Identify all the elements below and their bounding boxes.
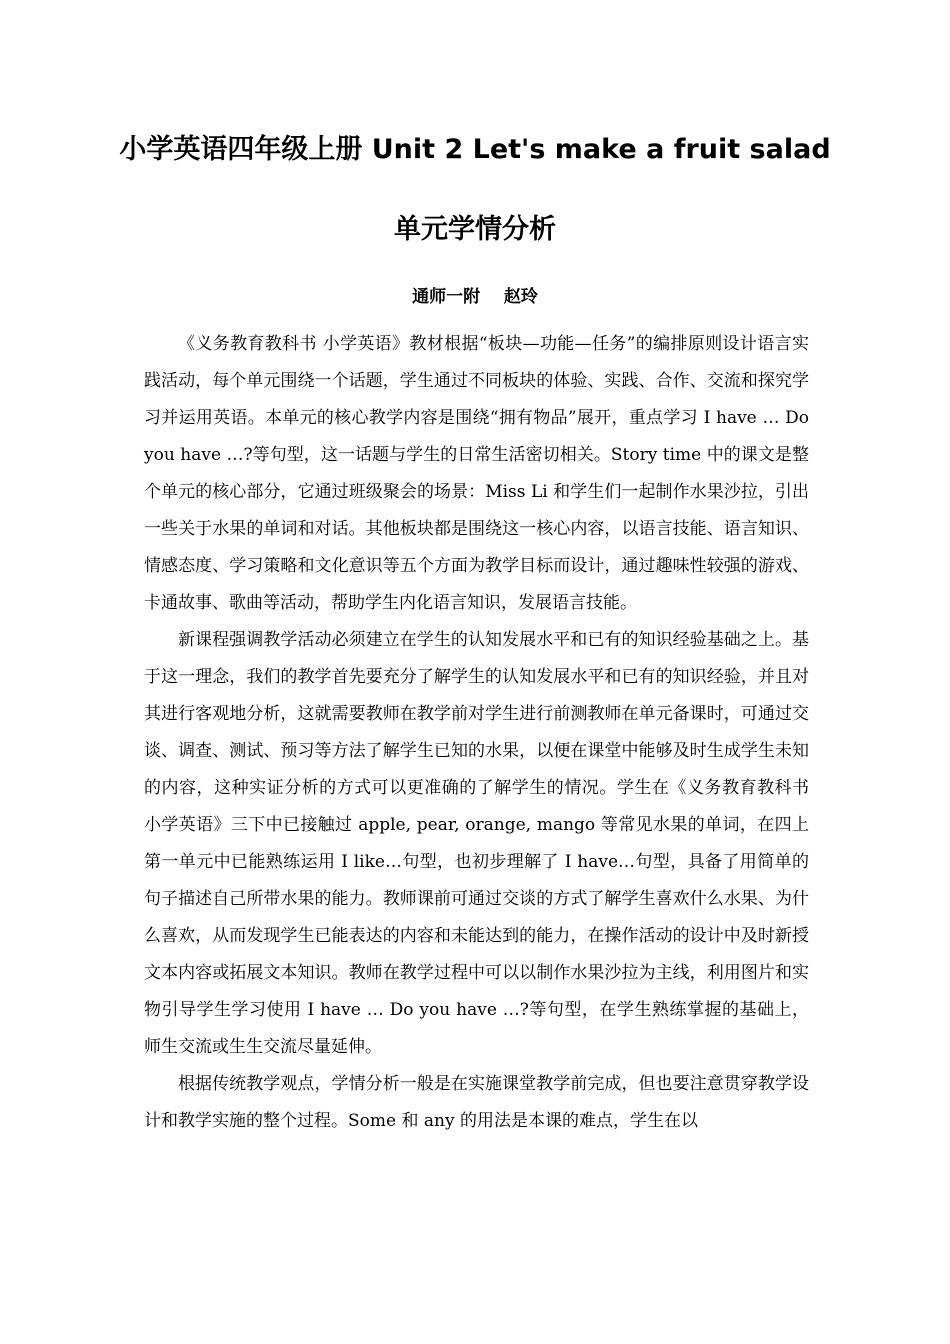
paragraph-3: 根据传统教学观点，学情分析一般是在实施课堂教学前完成，但也要注意贯穿教学设计和教学实施的整个过程。Some 和 any 的用法是本课的难点，学生在以 [144,1074,809,1131]
paragraph-2: 新课程强调教学活动必须建立在学生的认知发展水平和已有的知识经验基础之上。基于这一理念，我们的教学首先要充分了解学生的认知发展水平和已有的知识经验，并且对其进行客观地分析，这就需要教师在教学前对学生进行前测教师在单元备课时，可通过交谈、调查、测试、预习等方法了解学生已知的水果，以便在课堂中能够及时生成学生未知的内容，这种实证分析的方式可以更准确的了解学生的情况。学生在《义务教育教科书 小学英语》三下中已接触过 apple, pear, orange, mango 等常见水果的单词，在四上第一单元中已能熟练运用 I like…句型，也初步理解了 I have…句型，具备了用简单的句子描述自己所带水果的能力。教师课前可通过交谈的方式了解学生喜欢什么水果、为什么喜欢，从而发现学生已能表达的内容和未能达到的能力，在操作活动的设计中及时新授文本内容或拓展文本知识。教师在教学过程中可以以制作水果沙拉为主线，利用图片和实物引导学生学习使用 I have … Do you have …?等句型，在学生熟练掌握的基础上，师生交流或生生交流尽量延伸。 [144,630,809,1057]
document-body [144,326,809,1140]
document-title: 小学英语四年级上册 Unit 2 Let's make a fruit salad [119,134,831,165]
document-subtitle: 单元学情分析 [394,214,556,245]
paragraph-1: 《义务教育教科书 小学英语》教材根据“板块—功能—任务”的编排原则设计语言实践活动，每个单元围绕一个话题，学生通过不同板块的体验、实践、合作、交流和探究学习并运用英语。本单元的核心教学内容是围绕“拥有物品”展开，重点学习 I have … Do you have …?等句型，这一话题与学生的日常生活密切相关。Story time 中的课文是整个单元的核心部分，它通过班级聚会的场景：Miss Li 和学生们一起制作水果沙拉，引出一些关于水果的单词和对话。其他板块都是围绕这一核心内容，以语言技能、语言知识、情感态度、学习策略和文化意识等五个方面为教学目标而设计，通过趣味性较强的游戏、卡通故事、歌曲等活动，帮助学生内化语言知识，发展语言技能。 [144,334,809,613]
author-line: 通师一附 赵玲 [412,287,538,307]
